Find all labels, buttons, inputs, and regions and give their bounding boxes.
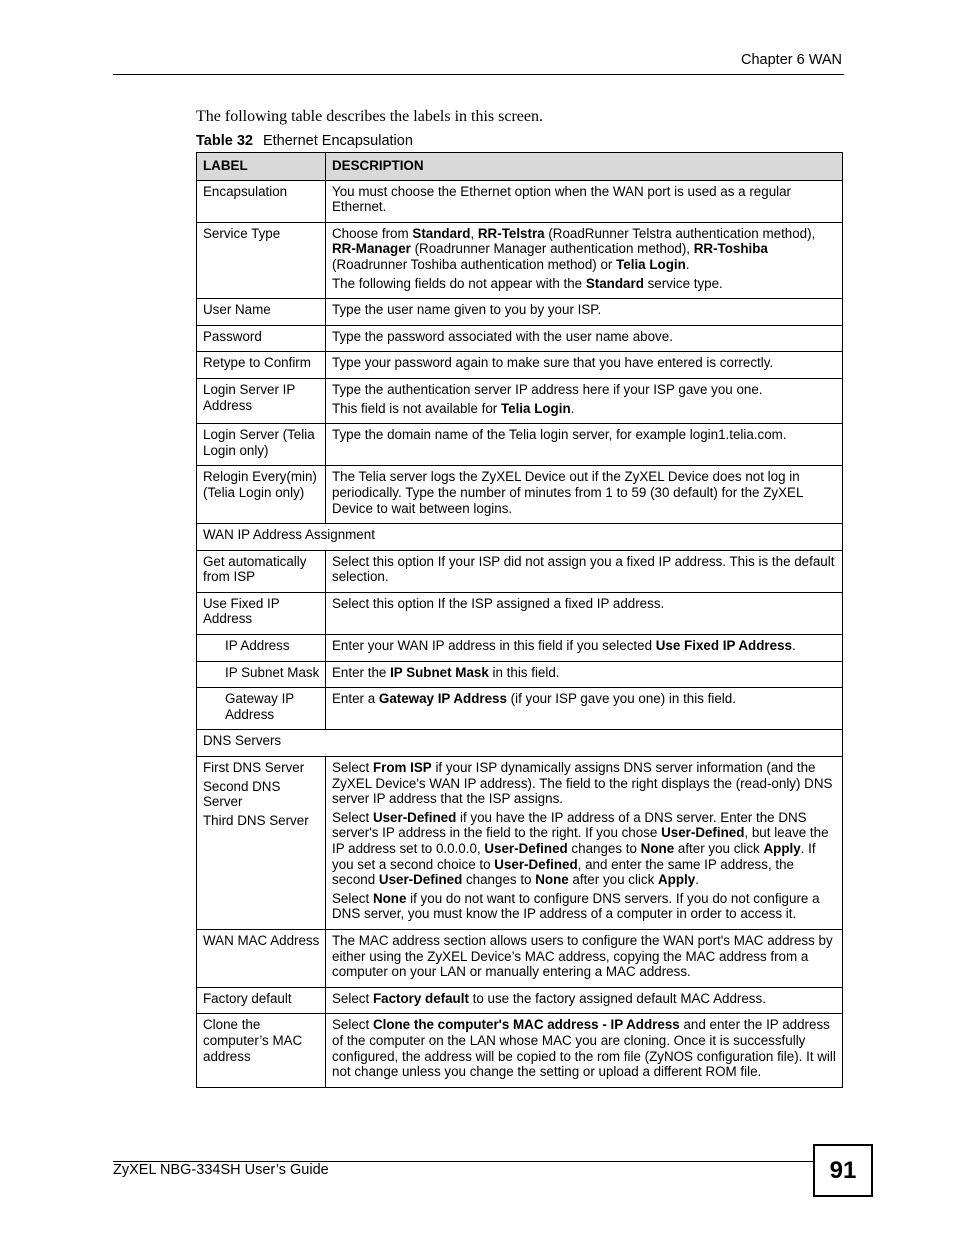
table-row (197, 424, 843, 466)
description-paragraph (332, 1017, 837, 1079)
section-heading: DNS Servers (197, 730, 843, 757)
description-cell (326, 757, 843, 930)
description-paragraph (332, 469, 837, 516)
label-cell: Encapsulation (197, 180, 326, 222)
bold-term: Factory default (372, 990, 469, 1006)
text-run: The following fields do not appear with the (332, 275, 586, 291)
text-run: Enter your WAN IP address in this field if you selected (332, 638, 656, 654)
header-description: DESCRIPTION (326, 153, 843, 181)
label-cell (197, 757, 326, 930)
intro-text: The following table describes the labels in this screen. (196, 108, 544, 125)
bold-term: Telia Login (616, 256, 686, 272)
description-paragraph (332, 691, 837, 707)
text-run: Select (332, 809, 373, 825)
description-cell (326, 550, 843, 592)
text-run: Enter a (332, 691, 379, 707)
text-run: . (695, 872, 699, 888)
bold-term: Standard (412, 225, 471, 241)
bold-term: RR-Toshiba (693, 241, 768, 257)
text-run: . (685, 256, 690, 272)
bold-term: None (372, 890, 407, 906)
description-paragraph (332, 760, 837, 807)
header-label: LABEL (197, 153, 326, 181)
table-header-row (197, 153, 843, 181)
guide-title: ZyXEL NBG-334SH User’s Guide (113, 1162, 329, 1178)
description-cell (326, 325, 843, 352)
description-cell (326, 352, 843, 379)
text-run: The MAC address section allows users to configure the WAN port's MAC address by either using the ZyXEL Device’s MAC address, copying the MAC address from a computer on your LAN or manually entering a MAC address. (332, 932, 833, 980)
description-cell (326, 1014, 843, 1087)
ethernet-encapsulation-table (196, 152, 843, 1088)
label-cell: Use Fixed IP Address (197, 592, 326, 634)
table-row (197, 325, 843, 352)
table-row (197, 688, 843, 730)
label-cell: Password (197, 325, 326, 352)
description-cell (326, 424, 843, 466)
label-cell: IP Address (197, 635, 326, 662)
description-paragraph (332, 427, 837, 443)
description-cell (326, 180, 843, 222)
text-run: Type the authentication server IP address here if your ISP gave you one. (332, 381, 763, 397)
description-paragraph (332, 554, 837, 585)
text-run: Type the domain name of the Telia login server, for example login1.telia.com. (332, 427, 787, 443)
table-row (197, 929, 843, 987)
text-run: . (791, 638, 796, 654)
header-rule (113, 74, 844, 75)
text-run: Enter the (332, 664, 391, 680)
text-run: Select (332, 760, 373, 776)
label-cell: Service Type (197, 222, 326, 298)
label-text: Third DNS Server (203, 812, 309, 828)
text-run: after you click (568, 872, 659, 888)
text-run: if you do not want to configure DNS servers. If you do not configure a DNS server, you must know the IP address of a computer in order to access it. (332, 890, 820, 922)
table-row (197, 730, 843, 757)
label-cell: Get automatically from ISP (197, 550, 326, 592)
description-paragraph (332, 355, 837, 371)
table-row (197, 661, 843, 688)
text-run: Select (332, 1017, 373, 1033)
description-paragraph (332, 302, 837, 318)
description-cell (326, 466, 843, 524)
bold-term: None (640, 841, 675, 856)
label-cell: Login Server IP Address (197, 378, 326, 423)
table-row (197, 592, 843, 634)
text-run: You must choose the Ethernet option when the WAN port is used as a regular Ethernet. (332, 183, 792, 215)
text-run: , (470, 225, 478, 241)
table-row (197, 550, 843, 592)
bold-term: User-Defined (484, 841, 568, 856)
bold-term: RR-Telstra (477, 225, 545, 241)
chapter-header: Chapter 6 WAN (741, 52, 842, 68)
table-row (197, 757, 843, 930)
description-paragraph (332, 329, 837, 345)
text-run: Type the user name given to you by your ISP. (332, 302, 602, 318)
text-run: changes to (462, 872, 536, 888)
text-run: if you have the IP address of a DNS server. Enter the DNS server's IP address in the field to the right. If you chose (332, 809, 807, 841)
description-cell (326, 688, 843, 730)
description-paragraph (332, 276, 837, 292)
bold-term: Clone the computer's MAC address - IP Address (372, 1017, 680, 1033)
description-paragraph (332, 810, 837, 888)
description-cell (326, 987, 843, 1014)
table-title: Ethernet Encapsulation (262, 133, 413, 149)
label-cell: Gateway IP Address (197, 688, 326, 730)
text-run: , but leave the IP address set to 0.0.0.0, (332, 825, 829, 856)
bold-term: Standard (585, 275, 644, 291)
text-run: . (570, 400, 575, 416)
description-cell (326, 378, 843, 423)
bold-term: IP Subnet Mask (390, 664, 489, 680)
text-run: . If you set a second choice to (332, 841, 816, 872)
text-run: Select this option If the ISP assigned a fixed IP address. (332, 595, 665, 611)
bold-term: Use Fixed IP Address (655, 638, 792, 654)
table-row (197, 635, 843, 662)
label-cell: Login Server (Telia Login only) (197, 424, 326, 466)
text-run: , and enter the same IP address, the second (332, 856, 794, 888)
table-number: Table 32 (196, 133, 253, 149)
description-cell (326, 299, 843, 326)
text-run: (RoadRunner Telstra authentication method), (544, 225, 816, 241)
label-cell: Factory default (197, 987, 326, 1014)
table-caption (196, 133, 413, 149)
description-cell (326, 222, 843, 298)
text-run: Type the password associated with the user name above. (332, 328, 673, 344)
table-row (197, 987, 843, 1014)
description-paragraph (332, 401, 837, 417)
table-row (197, 524, 843, 551)
description-cell (326, 929, 843, 987)
bold-term: Telia Login (500, 400, 571, 416)
description-paragraph (332, 226, 837, 273)
description-paragraph (332, 382, 837, 398)
text-run: if your ISP dynamically assigns DNS server information (and the ZyXEL Device's WAN IP address). The field to the right displays the (read-only) DNS server IP address that the ISP assigns. (332, 760, 833, 807)
label-text: Second DNS Server (203, 778, 281, 810)
label-cell: Relogin Every(min) (Telia Login only) (197, 466, 326, 524)
table-row (197, 378, 843, 423)
text-run: This field is not available for (332, 400, 501, 416)
table-row (197, 180, 843, 222)
table-row (197, 299, 843, 326)
text-run: Select (332, 990, 373, 1006)
bold-term: User-Defined (494, 856, 578, 872)
bold-term: RR-Manager (332, 241, 411, 257)
text-run: Choose from (332, 225, 413, 241)
text-run: after you click (674, 841, 764, 856)
table-row (197, 466, 843, 524)
description-cell (326, 635, 843, 662)
table-body (197, 180, 843, 1087)
text-run: Select this option If your ISP did not assign you a fixed IP address. This is the default selection. (332, 553, 835, 585)
bold-term: User-Defined (378, 872, 463, 888)
table-row (197, 1014, 843, 1087)
text-run: in this field. (488, 664, 560, 680)
table-row (197, 222, 843, 298)
text-run: The Telia server logs the ZyXEL Device out if the ZyXEL Device does not log in periodically. Type the number of minutes from 1 to 59 (30 default) for the ZyXEL Device to wait between logins. (332, 469, 803, 516)
label-cell: Clone the computer’s MAC address (197, 1014, 326, 1087)
label-cell: WAN MAC Address (197, 929, 326, 987)
description-paragraph (332, 665, 837, 681)
bold-term: From ISP (372, 760, 432, 776)
text-run: and enter the IP address of the computer on the LAN whose MAC you are cloning. Once it is successfully configured, the address will be copied to the rom file (ZyNOS configuration file). It will not change unless you change the setting or upload a different ROM file. (332, 1017, 836, 1080)
label-text: First DNS Server (203, 760, 305, 776)
bold-term: Apply (658, 872, 696, 888)
bold-term: Apply (763, 841, 801, 856)
label-cell: User Name (197, 299, 326, 326)
text-run: Type your password again to make sure that you have entered is correctly. (332, 355, 774, 371)
description-cell (326, 592, 843, 634)
text-run: to use the factory assigned default MAC Address. (468, 990, 766, 1006)
text-run: changes to (567, 841, 641, 856)
text-run: Select (332, 890, 373, 906)
text-run: (if your ISP gave you one) in this field. (506, 691, 736, 707)
description-paragraph (332, 596, 837, 612)
page-number: 91 (813, 1144, 873, 1197)
text-run: service type. (643, 275, 723, 291)
description-paragraph (332, 933, 837, 980)
text-run: (Roadrunner Manager authentication method), (410, 241, 694, 257)
bold-term: User-Defined (372, 809, 457, 825)
table-row (197, 352, 843, 379)
text-run: (Roadrunner Toshiba authentication method) or (332, 256, 617, 272)
description-paragraph (332, 991, 837, 1007)
label-cell: Retype to Confirm (197, 352, 326, 379)
bold-term: None (535, 872, 569, 888)
description-paragraph (332, 184, 837, 215)
label-cell: IP Subnet Mask (197, 661, 326, 688)
bold-term: Gateway IP Address (378, 691, 507, 707)
section-heading: WAN IP Address Assignment (197, 524, 843, 551)
description-paragraph (332, 891, 837, 922)
description-cell (326, 661, 843, 688)
description-paragraph (332, 638, 837, 654)
bold-term: User-Defined (661, 825, 745, 841)
